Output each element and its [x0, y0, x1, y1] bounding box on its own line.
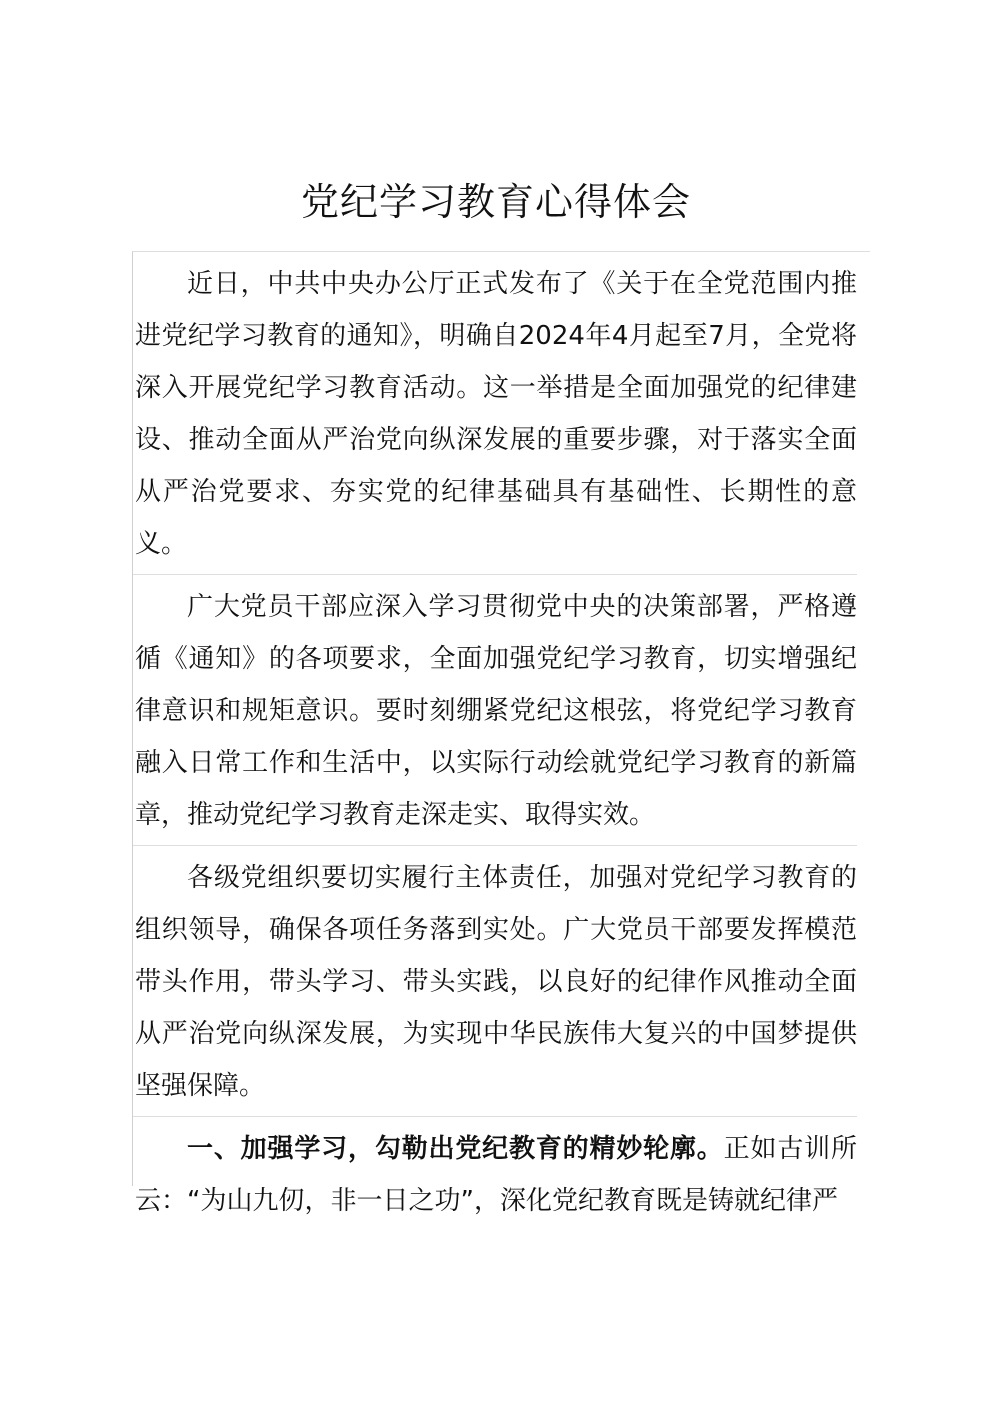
paragraph-4-text: 正如古训所云：“为山九仞，非一日之功”，深化党纪教育既是铸就纪律严 [135, 1134, 857, 1216]
paragraph-4 [133, 1117, 857, 1231]
document-title: 党纪学习教育心得体会 [300, 180, 691, 224]
paragraph-3: 各级党组织要切实履行主体责任，加强对党纪学习教育的组织领导，确保各项任务落到实处。广大党员干部要发挥模范带头作用，带头学习、带头实践，以良好的纪律作风推动全面从严治党向纵深发展，为实现中华民族伟大复兴的中国梦提供坚强保障。 [133, 846, 857, 1117]
section-heading: 一、加强学习，勾勒出党纪教育的精妙轮廓。 [187, 1134, 724, 1164]
paragraph-2: 广大党员干部应深入学习贯彻党中央的决策部署，严格遵循《通知》的各项要求，全面加强党纪学习教育，切实增强纪律意识和规矩意识。要时刻绷紧党纪这根弦，将党纪学习教育融入日常工作和生活中，以实际行动绘就党纪学习教育的新篇章，推动党纪学习教育走深走实、取得实效。 [133, 575, 857, 846]
paragraph-1: 近日，中共中央办公厅正式发布了《关于在全党范围内推进党纪学习教育的通知》，明确自2024年4月起至7月，全党将深入开展党纪学习教育活动。这一举措是全面加强党的纪律建设、推动全面从严治党向纵深发展的重要步骤，对于落实全面从严治党要求、夯实党的纪律基础具有基础性、长期性的意义。 [133, 252, 857, 575]
document-body [132, 251, 870, 1216]
